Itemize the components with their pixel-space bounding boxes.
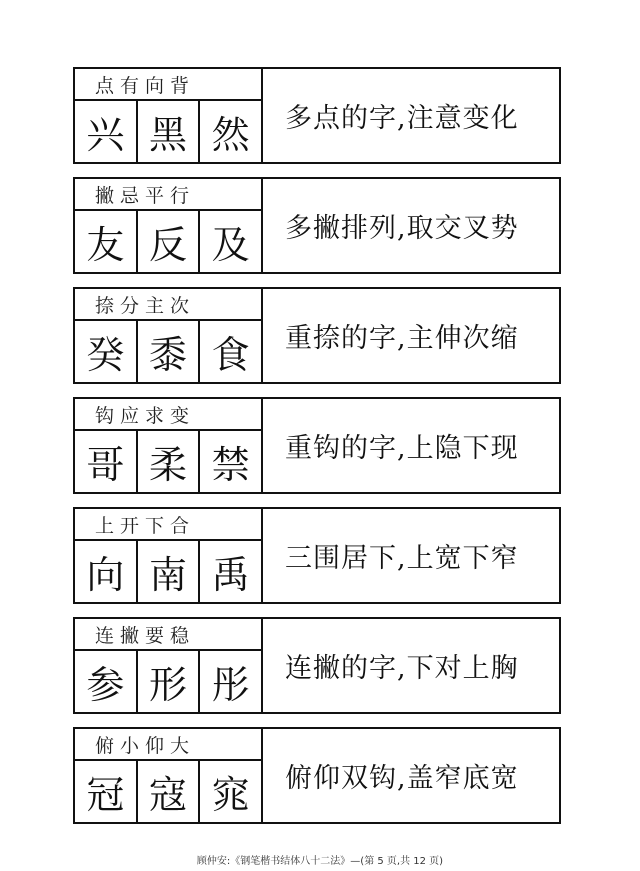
example-char: 哥	[75, 431, 138, 492]
rule-block-6	[73, 617, 561, 714]
example-char: 寇	[138, 761, 201, 822]
rule-title: 连撇要稳	[75, 619, 261, 651]
rule-block-left	[75, 399, 263, 492]
rule-description: 多点的字,注意变化	[285, 103, 519, 134]
rule-block-left	[75, 729, 263, 822]
example-chars	[75, 321, 261, 382]
rule-description: 重捺的字,主伸次缩	[285, 323, 519, 354]
example-chars	[75, 651, 261, 712]
example-char: 参	[75, 651, 138, 712]
rule-title: 点有向背	[75, 69, 261, 101]
rule-title: 撇忌平行	[75, 179, 261, 211]
example-char: 友	[75, 211, 138, 272]
example-chars	[75, 211, 261, 272]
rule-block-left	[75, 289, 263, 382]
rule-description: 三围居下,上宽下窄	[285, 543, 519, 574]
example-char: 南	[138, 541, 201, 602]
example-char: 彤	[211, 663, 250, 707]
example-char: 反	[138, 211, 201, 272]
example-char: 癸	[75, 321, 138, 382]
example-char: 食	[211, 333, 250, 377]
rule-block-1	[73, 67, 561, 164]
rule-title: 钩应求变	[75, 399, 261, 431]
example-char: 然	[211, 113, 250, 157]
example-char: 禁	[211, 443, 250, 487]
example-char: 黑	[138, 101, 201, 162]
rule-block-5	[73, 507, 561, 604]
rule-block-3	[73, 287, 561, 384]
rule-block-4	[73, 397, 561, 494]
rule-title: 上开下合	[75, 509, 261, 541]
example-char: 兴	[75, 101, 138, 162]
rule-description: 俯仰双钩,盖窄底宽	[285, 763, 519, 794]
rule-block-left	[75, 69, 263, 162]
rule-block-left	[75, 619, 263, 712]
page-footer: 顾仲安:《钢笔楷书结体八十二法》—(第 5 页,共 12 页)	[196, 856, 444, 867]
example-char: 冠	[75, 761, 138, 822]
rule-description: 多撇排列,取交叉势	[285, 213, 519, 244]
rule-description: 重钩的字,上隐下现	[285, 433, 519, 464]
example-char: 形	[138, 651, 201, 712]
rule-title: 俯小仰大	[75, 729, 261, 761]
example-char: 柔	[138, 431, 201, 492]
example-chars	[75, 101, 261, 162]
example-char: 向	[75, 541, 138, 602]
example-char: 窕	[211, 773, 250, 817]
example-char: 及	[211, 223, 250, 267]
calligraphy-sheet	[73, 67, 561, 837]
example-chars	[75, 541, 261, 602]
rule-block-2	[73, 177, 561, 274]
rule-block-left	[75, 179, 263, 272]
example-chars	[75, 761, 261, 822]
example-char: 黍	[138, 321, 201, 382]
rule-title: 捺分主次	[75, 289, 261, 321]
rule-block-7	[73, 727, 561, 824]
example-char: 禹	[211, 553, 250, 597]
example-chars	[75, 431, 261, 492]
rule-block-left	[75, 509, 263, 602]
rule-description: 连撇的字,下对上胸	[285, 653, 519, 684]
